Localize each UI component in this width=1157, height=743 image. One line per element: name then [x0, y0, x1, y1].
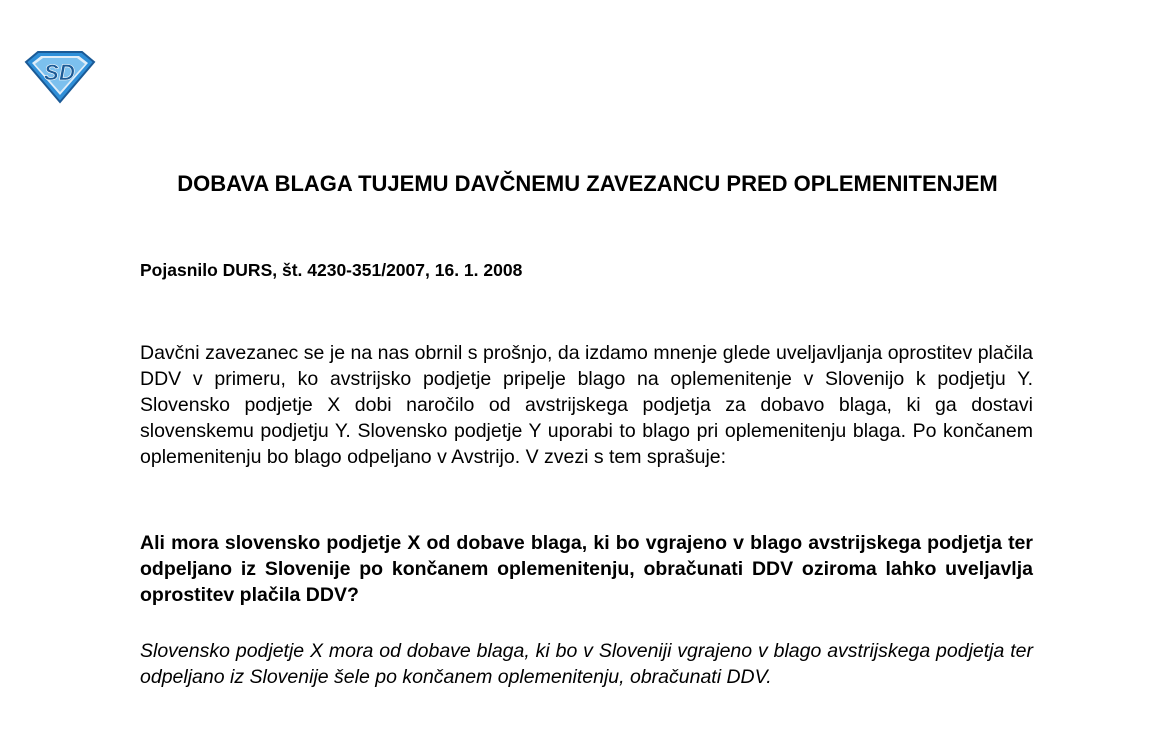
- paragraph-question: Ali mora slovensko podjetje X od dobave blaga, ki bo vgrajeno v blago avstrijskega podjetja ter odpeljano iz Slovenije po končanem oplemenitenju, obračunati DDV oziroma lahko uveljavlja oprostitev plačila DDV?: [140, 532, 1033, 606]
- paragraph-answer: Slovensko podjetje X mora od dobave blaga, ki bo v Sloveniji vgrajeno v blago avstrijskega podjetja ter odpeljano iz Slovenije šele po končanem oplemenitenju, obračunati DDV.: [140, 640, 1033, 688]
- svg-text:S: S: [44, 60, 59, 85]
- document-title: DOBAVA BLAGA TUJEMU DAVČNEMU ZAVEZANCU PRED OPLEMENITENJEM: [177, 171, 998, 196]
- sd-shield-logo-icon: [22, 48, 96, 104]
- document-source: Pojasnilo DURS, št. 4230-351/2007, 16. 1. 2008: [140, 260, 523, 280]
- svg-text:D: D: [59, 60, 75, 85]
- paragraph-intro: Davčni zavezanec se je na nas obrnil s prošnjo, da izdamo mnenje glede uveljavljanja oprostitev plačila DDV v primeru, ko avstrijsko podjetje pripelje blago na oplemenitenje v Slovenijo k podjetju Y. Slovensko podjetje X dobi naročilo od avstrijskega podjetja za dobavo blaga, ki ga dostavi slovenskemu podjetju Y. Slovensko podjetje Y uporabi to blago pri oplemenitenju blaga. Po končanem oplemenitenju bo blago odpeljano v Avstrijo. V zvezi s tem sprašuje:: [140, 342, 1033, 468]
